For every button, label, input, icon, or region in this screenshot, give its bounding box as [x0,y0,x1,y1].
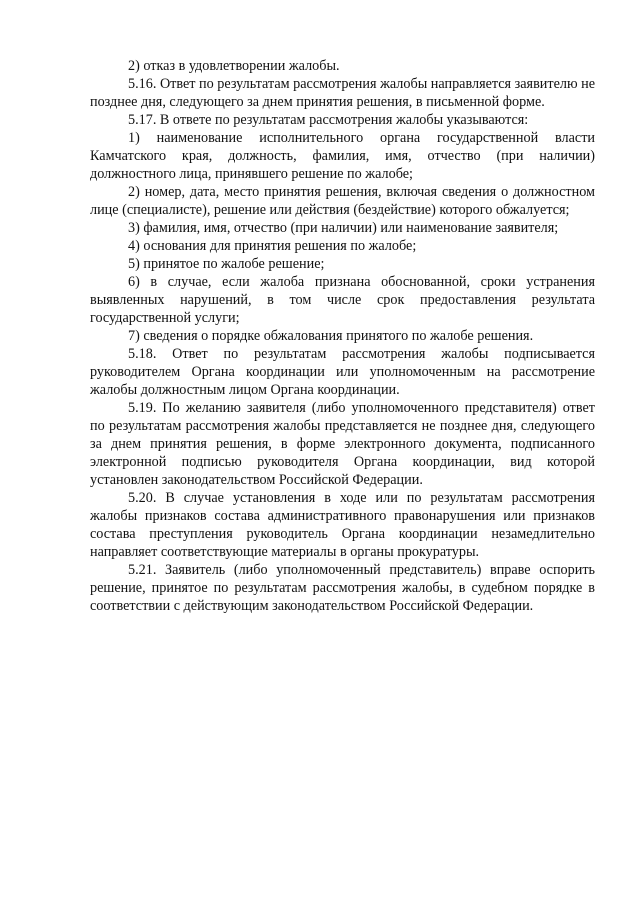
paragraph-refusal: 2) отказ в удовлетворении жалобы. [128,58,340,74]
document-page [90,57,595,615]
paragraph-5-20: 5.20. В случае установления в ходе или по результатам рассмотрения жалобы признаков состава административного правонарушения или признаков состава преступления руководитель Органа координации незамедлительно направляет соответствующие материалы в органы прокуратуры. [90,490,595,560]
paragraph-5-17-item-5: 5) принятое по жалобе решение; [128,256,325,272]
paragraph-5-17-item-6: 6) в случае, если жалоба признана обоснованной, сроки устранения выявленных нарушений, в том числе срок предоставления результата государственной услуги; [90,274,595,326]
paragraph-5-16: 5.16. Ответ по результатам рассмотрения жалобы направляется заявителю не позднее дня, следующего за днем принятия решения, в письменной форме. [90,76,595,110]
paragraph-5-17-item-3: 3) фамилия, имя, отчество (при наличии) или наименование заявителя; [128,220,559,236]
paragraph-5-18: 5.18. Ответ по результатам рассмотрения жалобы подписывается руководителем Органа координации или уполномоченным на рассмотрение жалобы должностным лицом Органа координации. [90,346,595,398]
paragraph-5-17-item-4: 4) основания для принятия решения по жалобе; [128,238,417,254]
paragraph-5-17-item-7: 7) сведения о порядке обжалования принятого по жалобе решения. [128,328,534,344]
paragraph-5-17-item-2: 2) номер, дата, место принятия решения, включая сведения о должностном лице (специалисте), решение или действия (бездействие) которого обжалуется; [90,184,595,218]
paragraph-5-21: 5.21. Заявитель (либо уполномоченный представитель) вправе оспорить решение, принятое по результатам рассмотрения жалобы, в судебном порядке в соответствии с действующим законодательством Российской Федерации. [90,562,595,614]
paragraph-5-19: 5.19. По желанию заявителя (либо уполномоченного представителя) ответ по результатам рассмотрения жалобы представляется не позднее дня, следующего за днем принятия решения, в форме электронного документа, подписанного электронной подписью руководителя Органа координации, вид которой установлен законодательством Российской Федерации. [90,400,595,488]
paragraph-5-17: 5.17. В ответе по результатам рассмотрения жалобы указываются: [128,112,529,128]
paragraph-5-17-item-1: 1) наименование исполнительного органа государственной власти Камчатского края, должность, фамилия, имя, отчество (при наличии) должностного лица, принявшего решение по жалобе; [90,130,595,182]
